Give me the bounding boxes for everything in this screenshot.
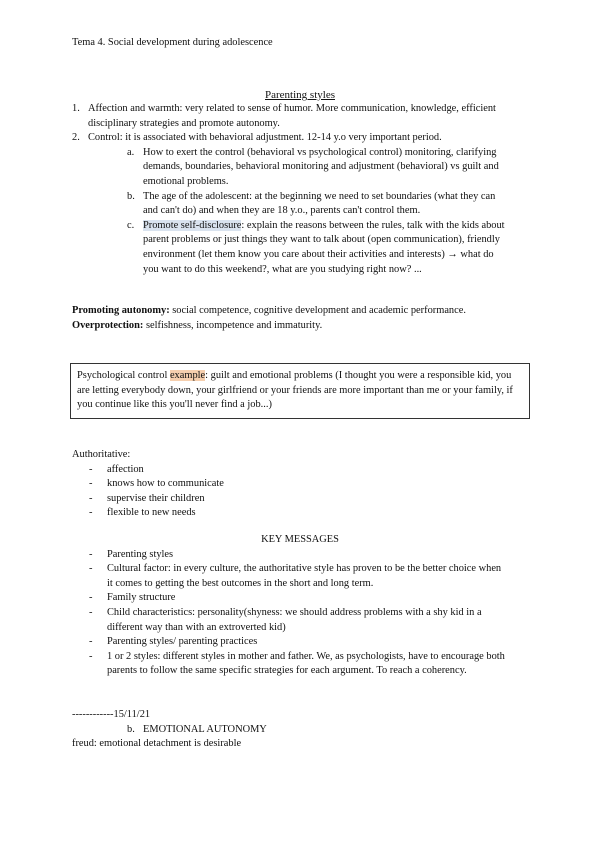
list-text: flexible to new needs	[107, 507, 196, 519]
promoting-label: Promoting autonomy:	[72, 305, 170, 316]
sub-list-item	[0, 146, 600, 190]
list-text: affection	[107, 463, 144, 475]
overprotection-label: Overprotection:	[72, 319, 144, 331]
list-number: 1.	[72, 103, 80, 114]
list-text: knows how to communicate	[107, 478, 224, 490]
list-text: Affection and warmth: very related to sense of humor. More communication, knowledge, efficient disciplinary strategies and promote autonomy.	[88, 103, 496, 129]
list-item: - Parenting styles	[0, 548, 600, 563]
list-number: a.	[127, 146, 135, 158]
example-box	[70, 363, 530, 419]
list-text: Family structure	[107, 592, 176, 604]
key-messages-heading: KEY MESSAGES	[261, 534, 339, 545]
list-text: How to exert the control (behavioral vs psychological control) monitoring, clarifying demands, boundaries, behavioral monitoring and adjustment (behavioral) vs guilt and emotional problems.	[143, 146, 499, 187]
list-text-rest: : explain the reasons between the rules, talk with the kids about parent problems or just things they want to talk about (open communication), friendly environment (let them know you care about their activities and interests) → what do you want to do this weekend?, what are you studying right now? ...	[143, 219, 505, 275]
main-list	[0, 102, 600, 277]
list-item: - Family structure	[0, 591, 600, 606]
list-number: b.	[127, 723, 135, 735]
list-text: supervise their children	[107, 492, 205, 504]
list-number: 2.	[72, 132, 80, 144]
list-number: c.	[127, 219, 135, 231]
list-item: - Parenting styles/ parenting practices	[0, 635, 600, 650]
date-line: ------------15/11/21	[72, 709, 151, 720]
list-item	[0, 131, 600, 146]
freud-note: freud: emotional detachment is desirable	[72, 738, 242, 750]
authoritative-list	[0, 463, 600, 521]
footer-notes	[0, 708, 600, 752]
box-text: : guilt and emotional problems (I thought you were a responsible kid, you are letting everybody down, your girlfriend or your friends are more important than me or your family, if you continue like this you'll never find a job...)	[77, 370, 513, 411]
promoting-text: social competence, cognitive development and academic performance.	[169, 305, 466, 316]
list-text: EMOTIONAL AUTONOMY	[143, 723, 267, 735]
authoritative-heading: Authoritative:	[72, 449, 131, 460]
key-messages-section	[0, 533, 600, 679]
list-text: The age of the adolescent: at the beginning we need to set boundaries (what they can and can't do) and when they are 18 y.o., parents can't control them.	[143, 190, 496, 217]
list-text: 1 or 2 styles: different styles in mother and father. We, as psychologists, have to encourage both parents to follow the same specific strategies for each argument. To reach a coherency.	[107, 650, 505, 677]
authoritative-section	[0, 448, 600, 521]
list-number: b.	[127, 190, 135, 202]
list-item: - knows how to communicate	[0, 477, 600, 492]
list-text: Parenting styles	[107, 548, 174, 560]
highlighted-text: example	[169, 370, 206, 381]
list-item: - 1 or 2 styles: different styles in mother and father. We, as psychologists, have to encourage both parents to follow the same specific strategies for each argument. To reach a coherency.	[0, 650, 600, 679]
sub-list-item	[0, 723, 600, 738]
key-messages-list	[0, 548, 600, 679]
list-item: - Child characteristics: personality(shyness: we should address problems with a shy kid in a different way than with an extroverted kid)	[0, 606, 600, 635]
sub-list-item	[0, 190, 600, 219]
list-item: - Cultural factor: in every culture, the authoritative style has proven to be the better choice when it comes to getting the best outcomes in the short and long term.	[0, 562, 600, 591]
list-text: Cultural factor: in every culture, the authoritative style has proven to be the better choice when it comes to getting the best outcomes in the short and long term.	[107, 563, 502, 589]
list-text	[143, 219, 508, 277]
page-header: Tema 4. Social development during adolescence	[72, 37, 273, 48]
sub-list-item	[0, 219, 600, 277]
promoting-autonomy	[0, 304, 600, 319]
overprotection	[0, 319, 600, 334]
box-prefix: Psychological control	[77, 370, 170, 381]
list-item: - supervise their children	[0, 492, 600, 507]
list-item	[0, 102, 600, 131]
autonomy-notes	[0, 304, 600, 333]
page-title: Parenting styles	[265, 89, 335, 101]
overprotection-text: selfishness, incompetence and immaturity.	[143, 319, 323, 331]
list-text: Parenting styles/ parenting practices	[107, 636, 258, 648]
list-item: - affection	[0, 463, 600, 478]
highlighted-text: Promote self-disclosure	[143, 219, 242, 231]
list-text: Control: it is associated with behavioral adjustment. 12-14 y.o very important period.	[88, 132, 442, 144]
list-text: Child characteristics: personality(shyness: we should address problems with a shy kid in a different way than with an extroverted kid)	[107, 606, 482, 633]
list-item: - flexible to new needs	[0, 506, 600, 521]
